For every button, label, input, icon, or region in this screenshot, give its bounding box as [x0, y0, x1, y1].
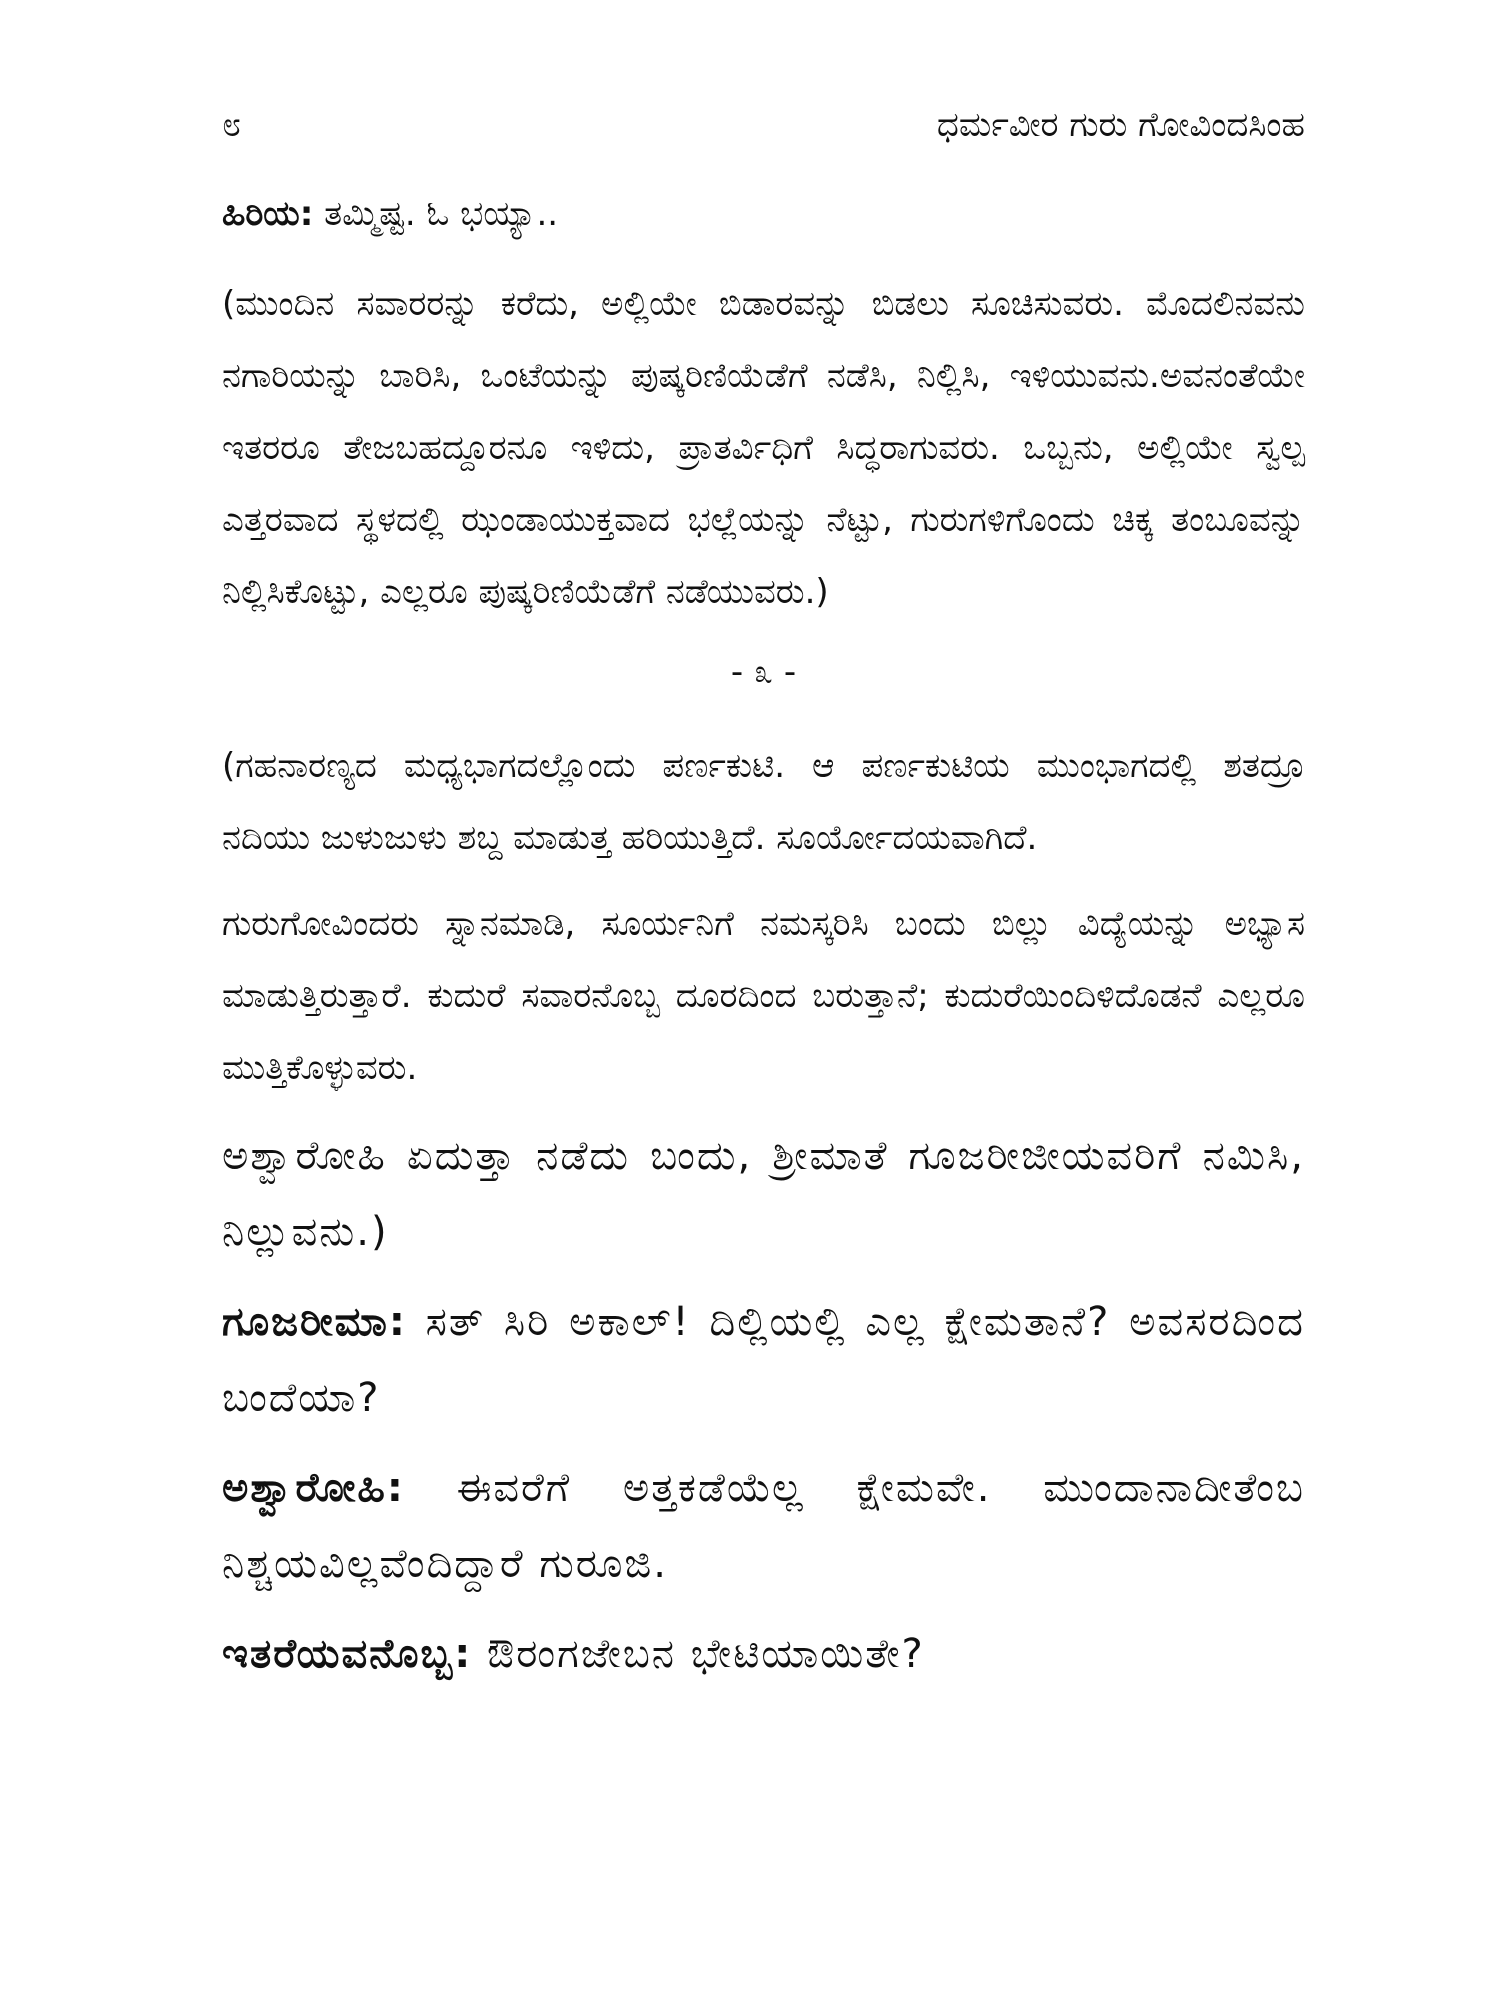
- page-number: ೮: [222, 105, 242, 145]
- speaker-name: ಗೂಜರೀಮಾ:: [222, 1299, 407, 1345]
- book-title: ಧರ್ಮವೀರ ಗುರು ಗೋವಿಂದಸಿಂಹ: [936, 105, 1305, 145]
- dialogue-line: [222, 178, 1305, 250]
- speaker-name: ಹಿರಿಯ:: [222, 194, 314, 234]
- dialogue-line: [222, 1284, 1305, 1436]
- stage-direction: ಅಶ್ವಾರೋಹಿ ಏದುತ್ತಾ ನಡೆದು ಬಂದು, ಶ್ರೀಮಾತೆ ಗೂಜರೀಜೀಯವರಿಗೆ ನಮಿಸಿ, ನಿಲ್ಲುವನು.): [222, 1133, 1305, 1255]
- dialogue-text: ಔರಂಗಜೇಬನ ಭೇಟಿಯಾಯಿತೇ?: [472, 1631, 925, 1677]
- page-header: [222, 100, 1305, 150]
- stage-direction: ಗುರುಗೋವಿಂದರು ಸ್ನಾನಮಾಡಿ, ಸೂರ್ಯನಿಗೆ ನಮಸ್ಕರಿಸಿ ಬಂದು ಬಿಲ್ಲು ವಿದ್ಯೆಯನ್ನು ಅಭ್ಯಾಸ ಮಾಡುತ್ತಿರುತ್ತಾರೆ. ಕುದುರೆ ಸವಾರನೊಬ್ಬ ದೂರದಿಂದ ಬರುತ್ತಾನೆ; ಕುದುರೆಯಿಂದಿಳಿದೊಡನೆ ಎಲ್ಲರೂ ಮುತ್ತಿಕೊಳ್ಳುವರು.: [222, 904, 1305, 1088]
- dialogue-text: ಸತ್ ಸಿರಿ ಅಕಾಲ್! ದಿಲ್ಲಿಯಲ್ಲಿ ಎಲ್ಲ ಕ್ಷೇಮತಾನೆ? ಅವಸರದಿಂದ ಬಂದೆಯಾ?: [222, 1299, 1305, 1421]
- speaker-name: ಇತರೆಯವನೊಬ್ಬ:: [222, 1631, 473, 1677]
- dialogue-text: ಈವರೆಗೆ ಅತ್ತಕಡೆಯೆಲ್ಲ ಕ್ಷೇಮವೇ. ಮುಂದಾನಾದೀತೆಂಬ ನಿಶ್ಚಯವಿಲ್ಲವೆಂದಿದ್ದಾರೆ ಗುರೂಜಿ.: [222, 1465, 1305, 1587]
- scene-number: - ೩ -: [730, 652, 797, 692]
- stage-direction: (ಗಹನಾರಣ್ಯದ ಮಧ್ಯಭಾಗದಲ್ಲೊಂದು ಪರ್ಣಕುಟಿ. ಆ ಪರ್ಣಕುಟಿಯ ಮುಂಭಾಗದಲ್ಲಿ ಶತದ್ರೂ ನದಿಯು ಜುಳುಜುಳು ಶಬ್ದ ಮಾಡುತ್ತ ಹರಿಯುತ್ತಿದೆ. ಸೂರ್ಯೋದಯವಾಗಿದೆ.: [222, 746, 1305, 858]
- dialogue-line: [222, 1450, 1305, 1602]
- dialogue-text: ತಮ್ಮಿಷ್ಟ. ಓ ಭಯ್ಯಾ..: [313, 194, 559, 234]
- speaker-name: ಅಶ್ವಾರೋಹಿ:: [222, 1465, 405, 1511]
- stage-direction: (ಮುಂದಿನ ಸವಾರರನ್ನು ಕರೆದು, ಅಲ್ಲಿಯೇ ಬಿಡಾರವನ್ನು ಬಿಡಲು ಸೂಚಿಸುವರು. ಮೊದಲಿನವನು ನಗಾರಿಯನ್ನು ಬಾರಿಸಿ, ಒಂಟೆಯನ್ನು ಪುಷ್ಕರಿಣಿಯೆಡೆಗೆ ನಡೆಸಿ, ನಿಲ್ಲಿಸಿ, ಇಳಿಯುವನು.ಅವನಂತೆಯೇ ಇತರರೂ ತೇಜಬಹದ್ದೂರನೂ ಇಳಿದು, ಪ್ರಾತರ್ವಿಧಿಗೆ ಸಿದ್ಧರಾಗುವರು. ಒಬ್ಬನು, ಅಲ್ಲಿಯೇ ಸ್ವಲ್ಪ ಎತ್ತರವಾದ ಸ್ಥಳದಲ್ಲಿ ಝಂಡಾಯುಕ್ತವಾದ ಭಲ್ಲೆಯನ್ನು ನೆಟ್ಟು, ಗುರುಗಳಿಗೊಂದು ಚಿಕ್ಕ ತಂಬೂವನ್ನು ನಿಲ್ಲಿಸಿಕೊಟ್ಟು, ಎಲ್ಲರೂ ಪುಷ್ಕರಿಣಿಯೆಡೆಗೆ ನಡೆಯುವರು.): [222, 284, 1305, 612]
- dialogue-line: [222, 1616, 1305, 1692]
- page-content: [222, 178, 1305, 1706]
